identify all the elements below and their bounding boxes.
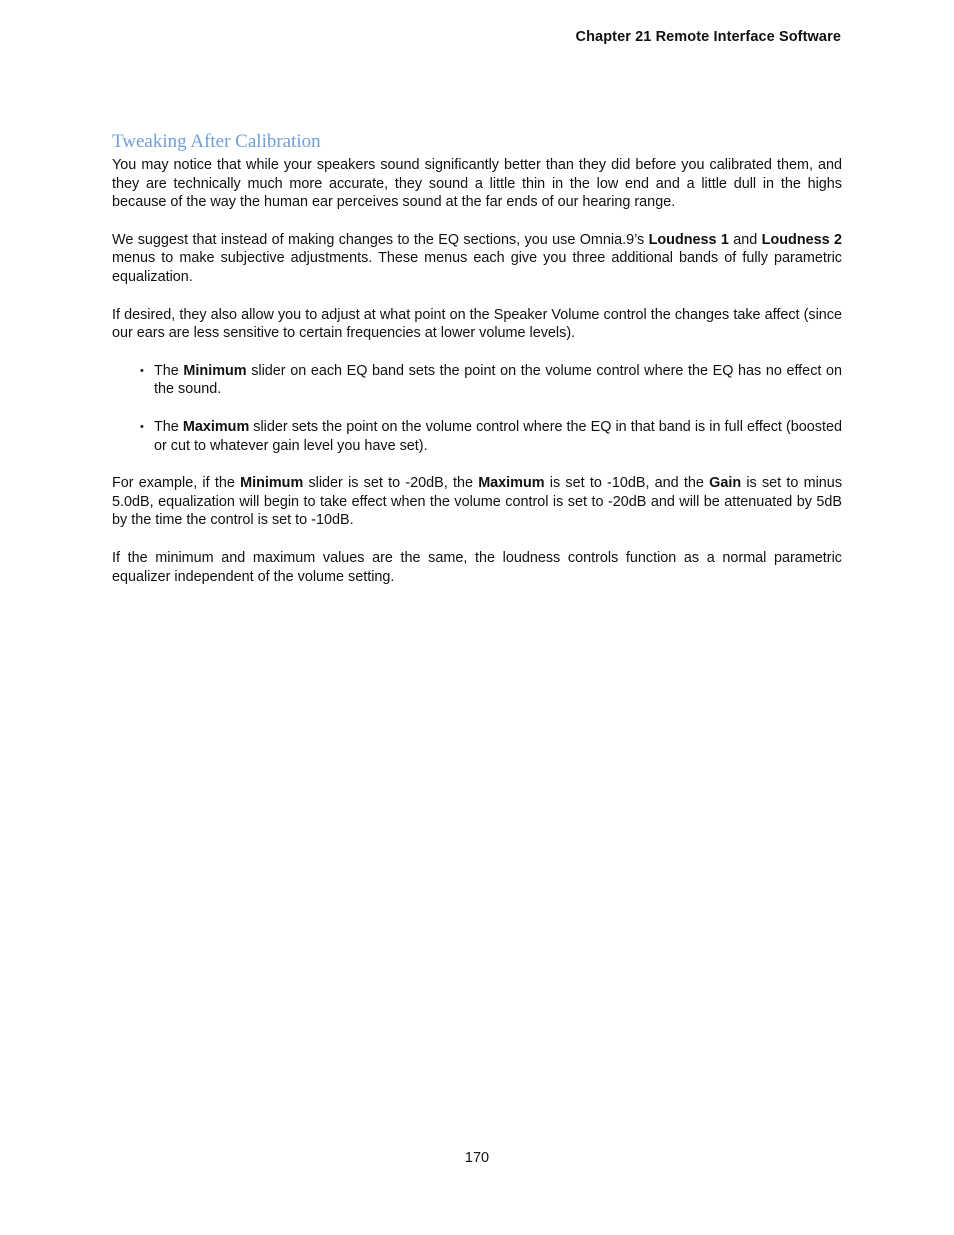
bullet-1-text-2: slider on each EQ band sets the point on the volume control where the EQ has no effect on the sound.: [154, 362, 843, 398]
bullet-2-text-1: The: [154, 418, 183, 435]
running-header: Chapter 21 Remote Interface Software: [575, 29, 841, 45]
bullet-item-maximum: [112, 418, 842, 455]
paragraph-2-text-1: We suggest that instead of making changes to the EQ sections, you use Omnia.9’s: [112, 231, 649, 248]
paragraph-4-text-4: is set to minus 5.0dB, equalization will begin to take effect when the volume control is set to -20dB and will be attenuated by 5dB by the time the control is set to -10dB.: [112, 475, 843, 529]
bullet-1-text-1: The: [154, 362, 184, 379]
paragraph-3: If desired, they also allow you to adjust at what point on the Speaker Volume control the changes take affect (since our ears are less sensitive to certain frequencies at lower volume levels).: [112, 306, 842, 342]
loudness-1-term: Loudness 1: [648, 231, 729, 248]
minimum-term: Minimum: [183, 362, 247, 379]
paragraph-4-text-3: is set to -10dB, and the: [544, 475, 710, 492]
paragraph-4-text-1: For example, if the: [112, 475, 241, 492]
maximum-term: Maximum: [182, 418, 250, 435]
paragraph-2: [112, 231, 842, 287]
bullet-list: [112, 362, 842, 455]
paragraph-1: You may notice that while your speakers sound significantly better than they did before you calibrated them, and they are technically much more accurate, they sound a little thin in the low end and a little dull in the highs because of the way the human ear perceives sound at the far ends of our hearing range.: [112, 157, 842, 211]
bullet-marker: •: [140, 364, 144, 377]
paragraph-4-text-2: slider is set to -20dB, the: [303, 475, 479, 492]
gain-term: Gain: [709, 475, 742, 492]
loudness-2-term: Loudness 2: [761, 231, 843, 248]
paragraph-5: If the minimum and maximum values are the same, the loudness controls function as a normal parametric equalizer independent of the volume setting.: [112, 549, 842, 585]
bullet-marker: •: [140, 420, 144, 433]
minimum-term: Minimum: [240, 475, 304, 492]
paragraph-4: [112, 474, 842, 530]
maximum-term: Maximum: [478, 475, 545, 492]
page-number: 170: [464, 1150, 490, 1166]
paragraph-2-text-2: and: [728, 231, 762, 248]
bullet-item-minimum: [112, 362, 842, 399]
paragraph-2-text-3: menus to make subjective adjustments. These menus each give you three additional bands of fully parametric equalization.: [112, 250, 842, 285]
bullet-2-text-2: slider sets the point on the volume control where the EQ in that band is in full effect (boosted or cut to whatever gain level you have set).: [154, 418, 842, 454]
section-heading: Tweaking After Calibration: [112, 131, 321, 152]
page-content: [112, 131, 842, 605]
